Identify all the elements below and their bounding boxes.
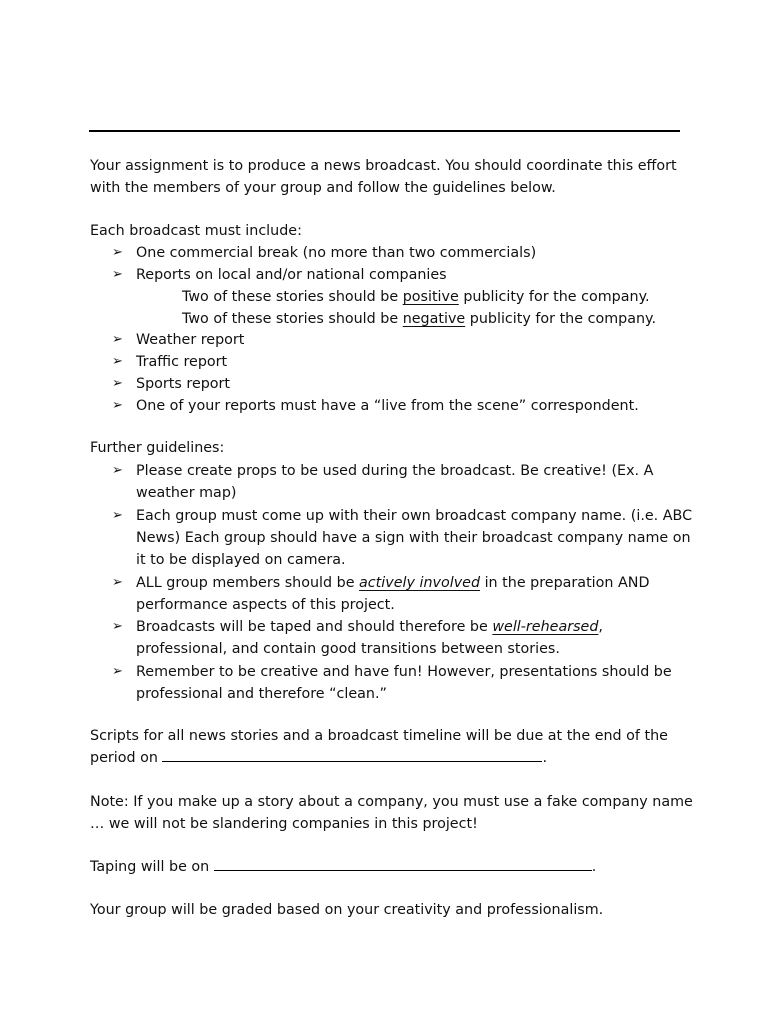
sub-item-negative <box>182 308 656 330</box>
arrow-bullet-icon: ➢ <box>112 575 123 590</box>
arrow-bullet-icon: ➢ <box>112 332 123 347</box>
actively-involved-emphasis: actively involved <box>359 575 481 591</box>
grading-line: Your group will be graded based on your creativity and professionalism. <box>90 902 604 918</box>
intro-line-1: Your assignment is to produce a news broadcast. You should coordinate this effort <box>90 158 677 174</box>
g3-pre: ALL group members should be <box>136 575 360 591</box>
arrow-bullet-icon: ➢ <box>112 463 123 478</box>
g4-post: , <box>598 619 603 635</box>
sub-positive-post: publicity for the company. <box>458 289 650 305</box>
intro-line-2: with the members of your group and follow the guidelines below. <box>90 180 556 196</box>
taping-label: Taping will be on <box>90 859 210 875</box>
sub-negative-post: publicity for the company. <box>465 311 656 327</box>
arrow-bullet-icon: ➢ <box>112 398 123 413</box>
sub-negative-pre: Two of these stories should be <box>182 311 403 327</box>
well-rehearsed-emphasis: well-rehearsed <box>492 619 599 635</box>
arrow-bullet-icon: ➢ <box>112 664 123 679</box>
arrow-bullet-icon: ➢ <box>112 508 123 523</box>
guideline-name-line-1: Each group must come up with their own broadcast company name. (i.e. ABC <box>136 508 693 524</box>
guideline-taped-line-2: professional, and contain good transitions between stories. <box>136 641 560 657</box>
sub-item-positive <box>182 286 650 308</box>
due-date-blank <box>162 747 542 762</box>
positive-word: positive <box>402 289 459 305</box>
header-rule <box>89 130 680 132</box>
g4-pre: Broadcasts will be taped and should therefore be <box>136 619 493 635</box>
guideline-involved-line-2: performance aspects of this project. <box>136 597 395 613</box>
guideline-props-line-2: weather map) <box>136 485 237 501</box>
include-item-weather: Weather report <box>136 332 245 348</box>
taping-end: . <box>591 859 597 875</box>
taping-line <box>90 856 596 878</box>
guideline-taped-line-1 <box>136 616 603 638</box>
include-item-reports: Reports on local and/or national companies <box>136 267 447 283</box>
guideline-props-line-1: Please create props to be used during the broadcast. Be creative! (Ex. A <box>136 463 654 479</box>
arrow-bullet-icon: ➢ <box>112 376 123 391</box>
guideline-name-line-2: News) Each group should have a sign with their broadcast company name on <box>136 530 691 546</box>
note-line-1: Note: If you make up a story about a company, you must use a fake company name <box>90 794 693 810</box>
guidelines-heading: Further guidelines: <box>90 440 225 456</box>
arrow-bullet-icon: ➢ <box>112 354 123 369</box>
include-item-sports: Sports report <box>136 376 231 392</box>
scripts-period-label: period on <box>90 750 158 766</box>
guideline-involved-line-1 <box>136 572 650 594</box>
include-item-traffic: Traffic report <box>136 354 228 370</box>
negative-word: negative <box>402 311 466 327</box>
include-item-commercial: One commercial break (no more than two commercials) <box>136 245 537 261</box>
sub-positive-pre: Two of these stories should be <box>182 289 403 305</box>
include-item-live: One of your reports must have a “live from the scene” correspondent. <box>136 398 639 414</box>
g3-post: in the preparation AND <box>480 575 650 591</box>
include-heading: Each broadcast must include: <box>90 223 302 239</box>
arrow-bullet-icon: ➢ <box>112 267 123 282</box>
arrow-bullet-icon: ➢ <box>112 619 123 634</box>
scripts-line-2 <box>90 747 547 769</box>
note-line-2: … we will not be slandering companies in this project! <box>90 816 478 832</box>
taping-date-blank <box>214 856 592 871</box>
arrow-bullet-icon: ➢ <box>112 245 123 260</box>
guideline-fun-line-2: professional and therefore “clean.” <box>136 686 387 702</box>
scripts-line-1: Scripts for all news stories and a broadcast timeline will be due at the end of the <box>90 728 668 744</box>
guideline-name-line-3: it to be displayed on camera. <box>136 552 346 568</box>
scripts-period-end: . <box>542 750 547 766</box>
guideline-fun-line-1: Remember to be creative and have fun! However, presentations should be <box>136 664 672 680</box>
